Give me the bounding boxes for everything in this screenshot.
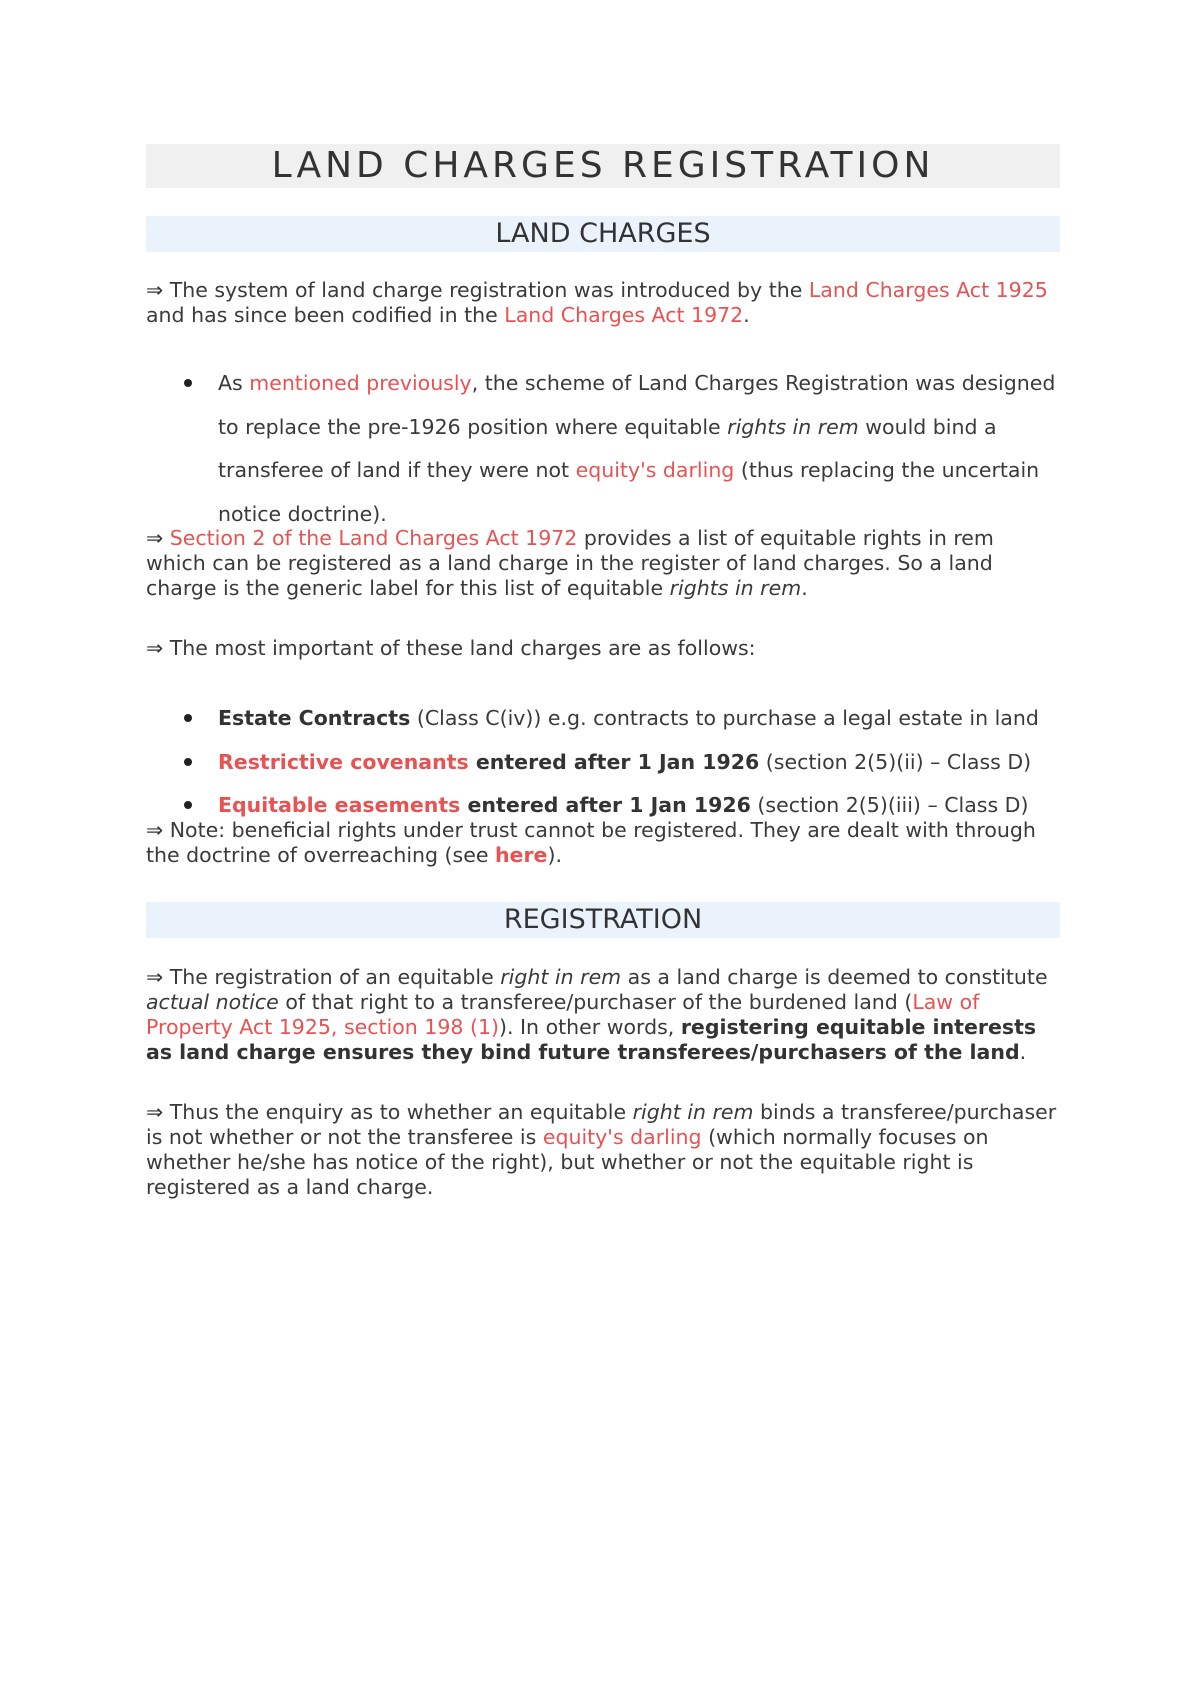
paragraph-enquiry: ⇒ Thus the enquiry as to whether an equitable right in rem binds a transferee/purchaser is not whether or not the transferee is equity's darling (which normally focuses on whether he/she has notice of the right), but whether or not the equitable right is registered as a land charge.: [146, 1099, 1057, 1199]
link-lpa-1925-s198[interactable]: Law of Property Act 1925, section 198 (1): [146, 989, 980, 1039]
paragraph-important-charges: ⇒ The most important of these land charges are as follows:: [146, 636, 756, 660]
document-title: LAND CHARGES REGISTRATION: [146, 144, 1060, 188]
section-heading-land-charges: LAND CHARGES: [146, 216, 1060, 252]
link-land-charges-act-1925[interactable]: Land Charges Act 1925: [808, 278, 1048, 302]
paragraph-section-2: ⇒ Section 2 of the Land Charges Act 1972 provides a list of equitable rights in rem which can be registered as a land charge in the register of land charges. So a land charge is the generic label for this list of equitable rights in rem.: [146, 526, 994, 600]
link-here[interactable]: here: [494, 842, 548, 867]
link-equitys-darling[interactable]: equity's darling: [542, 1124, 702, 1149]
arrow-icon: ⇒: [146, 636, 164, 660]
arrow-icon: ⇒: [146, 964, 164, 989]
link-restrictive-covenants[interactable]: Restrictive covenants: [218, 749, 469, 774]
link-section-2-lca-1972[interactable]: Section 2 of the Land Charges Act 1972: [169, 526, 578, 550]
document-body: [146, 144, 1060, 1200]
paragraph-note: ⇒ Note: beneficial rights under trust cannot be registered. They are dealt with through the doctrine of overreaching (see here).: [146, 817, 1036, 867]
section-heading-registration: REGISTRATION: [146, 902, 1060, 938]
paragraph-registration-effect: ⇒ The registration of an equitable right in rem as a land charge is deemed to constitute actual notice of that right to a transferee/purchaser of the burdened land (Law of Property Act 1925, section 198 (1)). In other words, registering equitable interests as land charge ensures they bind future transferees/purchasers of the land.: [146, 964, 1048, 1064]
arrow-icon: ⇒: [146, 817, 164, 842]
link-mentioned-previously[interactable]: mentioned previously: [249, 371, 472, 395]
arrow-icon: ⇒: [146, 1099, 164, 1124]
paragraph-intro: ⇒ The system of land charge registration was introduced by the Land Charges Act 1925 and has since been codified in the Land Charges Act 1972.: [146, 278, 1048, 327]
arrow-icon: ⇒: [146, 278, 164, 302]
link-land-charges-act-1972[interactable]: Land Charges Act 1972: [504, 303, 744, 327]
list-item: As mentioned previously, the scheme of Land Charges Registration was designed to replace the pre-1926 position where equitable rights in rem would bind a transferee of land if they were not equity's darling (thus replacing the uncertain notice doctrine).: [146, 362, 1060, 536]
link-equitys-darling[interactable]: equity's darling: [575, 458, 735, 482]
bullet-list-background: [146, 362, 1060, 536]
list-item: Estate Contracts (Class C(iv)) e.g. contracts to purchase a legal estate in land: [146, 697, 1060, 741]
list-item: Equitable easements entered after 1 Jan 1926 (section 2(5)(iii) – Class D): [146, 784, 1060, 828]
list-item: Restrictive covenants entered after 1 Jan 1926 (section 2(5)(ii) – Class D): [146, 741, 1060, 785]
arrow-icon: ⇒: [146, 526, 164, 550]
bullet-list-charges: [146, 697, 1060, 828]
link-equitable-easements[interactable]: Equitable easements: [218, 793, 461, 817]
